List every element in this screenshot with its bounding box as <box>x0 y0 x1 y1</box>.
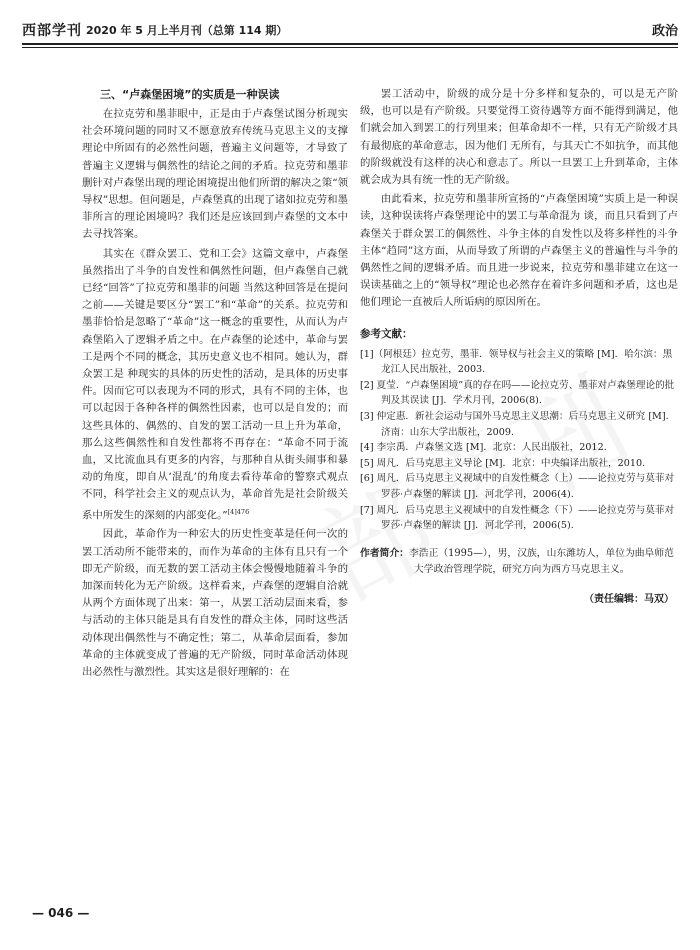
header-rule-thin <box>22 47 678 48</box>
journal-logo: 西部学刊 <box>22 23 82 39</box>
reference-item: [5] 周凡．后马克思主义导论 [M]．北京：中央编译出版社，2010. <box>360 457 646 469</box>
reference-item: [4] 李宗禹．卢森堡文选 [M]．北京：人民出版社，2012. <box>360 442 607 454</box>
author-label: 作者简介： <box>360 547 409 559</box>
body-paragraph-2-text: 其实在《群众罢工、党和工会》这篇文章中，卢森堡虽然指出了斗争的自发性和偶然性问题，但卢森堡自己就已经“回答”了拉克劳和墨菲的问题 当然这种回答是在提问之前——关键是要区分“罢工”和“革命”的关系。拉克劳和墨菲恰恰是忽略了“革命”这一概念的重要性，从而认为卢森堡陷入了逻辑矛盾之中。在卢森堡的论述中，革命与罢工是两个不同的概念，其历史意义也不相同。她认为，群众罢工是 种现实的具体的历史性的活动，是具体的历史事件。因而它可以表现为不同的形式，具有不同的主体，也可以起因于各种各样的偶然性因素，也可以是自发的；而这些具体的、偶然的、自发的罢工活动一旦上升为革命，那么这些偶然性和自发性都将不再存在：“革命不同于流血，又比流血具有更多的内容，与那种自从街头闹事和暴动的角度，即自从‘混乱’的角度去看待革命的警察式观点不同，科学社会主义的观点认为，革命首先是社会阶级关系中所发生的深刻的内部变化。” <box>82 247 348 522</box>
responsible-editor: （责任编辑：马双） <box>584 593 674 605</box>
references-title: 参考文献： <box>360 327 413 340</box>
body-paragraph-4: 罢工活动中，阶级的成分是十分多样和复杂的，可以是无产阶级，也可以是有产阶级。只要觉得工资待遇等方面不能得到满足，他们就会加入到罢工的行列里来；但革命却不一样，只有无产阶级才具有最彻底的革命意志，因为他们 无所有，与其天亡不如抗争，而其他的阶级就没有这样的决心和意志了。所以一旦罢工上升到革命，主体就会成为具有统一性的无产阶级。 <box>360 88 678 187</box>
header-rule-thick <box>22 43 678 45</box>
author-text: 李浩正（1995—），男，汉族，山东潍坊人，单位为曲阜师范大学政治管理学院，研究方向为西方马克思主义。 <box>408 547 674 575</box>
reference-list <box>360 347 678 534</box>
issue-info: 2020 年 5 月上半月刊（总第 114 期） <box>86 24 288 37</box>
section-heading: 三、“卢森堡困境”的实质是一种误读 <box>100 88 280 101</box>
citation-marker: [4]476 <box>227 507 250 516</box>
reference-item: [3] 仲定惠．新社会运动与国外马克思主义思潮：后马克思主义研究 [M]．济南：山东大学出版社，2009. <box>360 411 676 438</box>
body-paragraph-2 <box>82 246 348 525</box>
reference-item: [1]（阿根廷）拉克劳，墨菲．领导权与社会主义的策略 [M]．哈尔滨：黑龙江人民出版社，2003. <box>360 348 673 376</box>
body-paragraph-5: 由此看来，拉克劳和墨菲所宣扬的“卢森堡困境”实质上是一种误读，这种误读将卢森堡理论中的罢工与革命混为 谈，而且只看到了卢森堡关于群众罢工的偶然性、斗争主体的自发性以及将多样性的斗争主体“趋同”这方面，从而导致了所谓的卢森堡主义的普遍性与斗争的偶然性之间的逻辑矛盾。而且进一步说来，拉克劳和墨菲建立在这一误读基础之上的“领导权”理论也必然存在着许多问题和矛盾，这也是他们理论一直被后人所诟病的原因所在。 <box>360 193 678 309</box>
author-bio <box>360 546 678 578</box>
page-number: — 046 — <box>32 906 90 920</box>
reference-item: [2] 夏莹．“卢森堡困境”真的存在吗——论拉克劳、墨菲对卢森堡理论的批判及其误读 [J]．学术月刊，2006(8). <box>360 379 675 407</box>
right-column <box>360 86 678 605</box>
left-column <box>82 86 348 683</box>
section-label: 政治 <box>651 24 678 39</box>
reference-item: [6] 周凡．后马克思主义视域中的自发性概念（上）——论拉克劳与莫菲对罗莎·卢森堡的解读 [J]．河北学刊，2006(4). <box>360 473 675 500</box>
body-paragraph-3: 因此，革命作为一种宏大的历史性变革是任何一次的罢工活动所不能带来的，而作为革命的主体有且只有一个即无产阶级，而无数的罢工活动主体会慢慢地随着斗争的加深而转化为无产阶级。这样看来，卢森堡的逻辑自洽就从两个方面体现了出来：第一，从罢工活动层面来看，参与活动的主体只能是具有自发性的群众主体，同时这些活动体现出偶然性与不确定性；第二，从革命层面看，参加革命的主体就变成了普遍的无产阶级，同时革命活动体现出必然性与激烈性。其实这是很好理解的：在 <box>82 528 348 678</box>
page-header <box>22 18 678 40</box>
reference-item: [7] 周凡．后马克思主义视域中的自发性概念（下）——论拉克劳与莫菲对罗莎·卢森堡的解读 [J]．河北学刊，2006(5). <box>360 504 675 532</box>
body-paragraph-1: 在拉克劳和墨菲眼中，正是由于卢森堡试图分析现实社会环境问题的同时又不愿意放弃传统马克思主义的支撑理论中所固有的必然性问题，普遍主义问题等，才导致了普遍主义逻辑与偶然性的结论之间的矛盾。拉克劳和墨菲删针对卢森堡出现的理论困境提出他们所谓的解决之策“领导权”思想。但问题是，卢森堡真的出现了诸如拉克劳和墨菲所言的理论困境吗？我们还是应该回到卢森堡的文本中去寻找答案。 <box>82 108 348 241</box>
